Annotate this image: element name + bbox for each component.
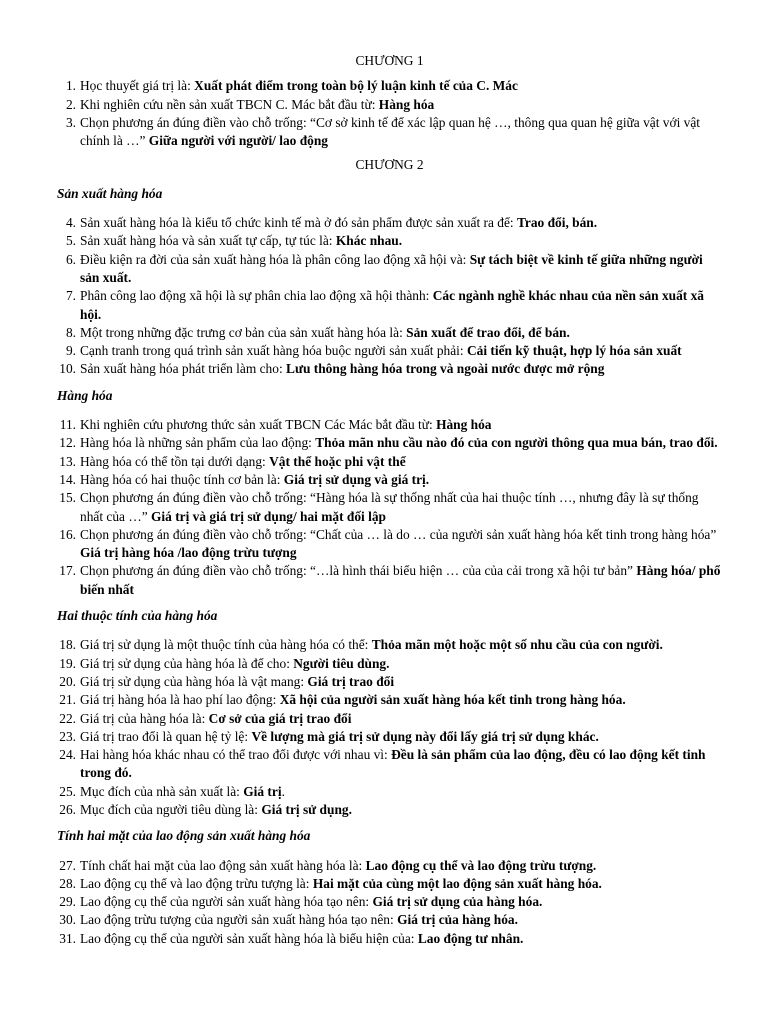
answer-text: Trao đổi, bán.	[516, 215, 598, 231]
question-text: Học thuyết giá trị là:	[80, 78, 195, 94]
trailing-punctuation: .	[281, 783, 285, 799]
question-text: Sản xuất hàng hóa và sản xuất tự cấp, tự túc là:	[80, 233, 336, 249]
list-item	[57, 636, 722, 654]
item-number: 8.	[65, 324, 76, 340]
item-number: 28.	[59, 875, 76, 891]
answer-text: Giá trị và giá trị sử dụng/ hai mặt đối lập	[151, 508, 386, 524]
list-item	[57, 893, 722, 911]
list-item	[57, 471, 722, 489]
list-item	[57, 77, 722, 95]
item-number: 30.	[59, 912, 76, 928]
question-text: Giá trị sử dụng của hàng hóa là vật mang:	[80, 673, 308, 689]
question-text: Lao động cụ thể của người sản xuất hàng hóa tạo nên:	[80, 894, 373, 910]
answer-text: Giá trị	[243, 783, 282, 799]
list-item	[57, 342, 722, 360]
section-heading: Tính hai mặt của lao động sản xuất hàng hóa	[57, 828, 311, 844]
question-text: Một trong những đặc trưng cơ bản của sản xuất hàng hóa là:	[80, 324, 407, 340]
list-item	[57, 416, 722, 434]
answer-text: Hàng hóa	[378, 96, 435, 112]
list-item	[57, 114, 722, 151]
question-text: Giá trị hàng hóa là hao phí lao động:	[80, 692, 280, 708]
list-item	[57, 232, 722, 250]
item-number: 10.	[59, 361, 76, 377]
list-item	[57, 728, 722, 746]
list-item	[57, 360, 722, 378]
question-text: Chọn phương án đúng điền vào chỗ trống: “…là hình thái biểu hiện … của của cải trong xã hội tư bản”	[80, 563, 637, 579]
item-number: 5.	[65, 233, 76, 249]
answer-text: Về lượng mà giá trị sử dụng này đổi lấy giá trị sử dụng khác.	[251, 728, 599, 744]
answer-text: Giá trị của hàng hóa.	[397, 912, 518, 928]
answer-text: Giá trị trao đổi	[307, 673, 395, 689]
list-item	[57, 96, 722, 114]
item-number: 26.	[59, 801, 76, 817]
question-text: Lao động cụ thể của người sản xuất hàng hóa là biểu hiện của:	[80, 930, 418, 946]
question-list	[57, 214, 722, 379]
answer-text: Giá trị hàng hóa /lao động trừu tượng	[80, 545, 297, 561]
section-heading: Hàng hóa	[57, 387, 113, 403]
list-item	[57, 801, 722, 819]
answer-text: Xã hội của người sản xuất hàng hóa kết tinh trong hàng hóa.	[279, 692, 626, 708]
item-number: 11.	[59, 417, 76, 433]
chapter-heading: CHƯƠNG 1	[355, 53, 424, 68]
item-number: 21.	[59, 692, 76, 708]
list-item	[57, 783, 722, 801]
question-text: Hai hàng hóa khác nhau có thể trao đổi được với nhau vì:	[80, 747, 392, 763]
list-item	[57, 562, 722, 599]
item-number: 18.	[59, 637, 76, 653]
item-number: 20.	[59, 673, 76, 689]
answer-text: Lao động tư nhân.	[417, 930, 524, 946]
question-text: Giá trị trao đổi là quan hệ tỷ lệ:	[80, 728, 252, 744]
list-item	[57, 489, 722, 526]
list-item	[57, 287, 722, 324]
answer-text: Thỏa mãn một hoặc một số nhu cầu của con người.	[371, 637, 663, 653]
item-number: 1.	[65, 78, 76, 94]
item-number: 9.	[65, 343, 76, 359]
question-text: Mục đích của người tiêu dùng là:	[80, 801, 262, 817]
question-text: Lao động cụ thể và lao động trừu tượng là:	[80, 875, 313, 891]
question-text: Giá trị của hàng hóa là:	[80, 710, 209, 726]
answer-text: Các ngành nghề khác nhau của nền sản xuất xã hội.	[80, 288, 704, 322]
question-text: Lao động trừu tượng của người sản xuất hàng hóa tạo nên:	[80, 912, 398, 928]
question-list	[57, 636, 722, 819]
answer-text: Xuất phát điểm trong toàn bộ lý luận kinh tế của C. Mác	[194, 78, 518, 94]
answer-text: Hai mặt của cùng một lao động sản xuất hàng hóa.	[312, 875, 602, 891]
question-list	[57, 416, 722, 599]
question-text: Hàng hóa có hai thuộc tính cơ bản là:	[80, 471, 284, 487]
list-item	[57, 710, 722, 728]
list-item	[57, 324, 722, 342]
item-number: 27.	[59, 857, 76, 873]
item-number: 24.	[59, 747, 76, 763]
answer-text: Giá trị sử dụng và giá trị.	[283, 471, 430, 487]
list-item	[57, 673, 722, 691]
question-text: Chọn phương án đúng điền vào chỗ trống: “Chất của … là do … của người sản xuất hàng hóa kết tinh trong hàng hóa”	[80, 526, 717, 542]
item-number: 4.	[65, 215, 76, 231]
item-number: 16.	[59, 526, 76, 542]
list-item	[57, 746, 722, 783]
section-heading: Hai thuộc tính của hàng hóa	[57, 608, 218, 624]
question-text: Sản xuất hàng hóa phát triển làm cho:	[80, 361, 287, 377]
question-text: Chọn phương án đúng điền vào chỗ trống: “Cơ sở kinh tế để xác lập quan hệ …, thông qua quan hệ giữa vật với vật chính là …”	[80, 114, 700, 149]
chapter-heading: CHƯƠNG 2	[355, 157, 424, 173]
document-content	[57, 52, 722, 954]
list-item	[57, 911, 722, 929]
item-number: 31.	[59, 930, 76, 946]
answer-text: Giá trị sử dụng.	[261, 801, 352, 817]
item-number: 15.	[59, 490, 76, 506]
question-text: Khi nghiên cứu nền sản xuất TBCN C. Mác bắt đầu từ:	[80, 96, 379, 112]
list-item	[57, 526, 722, 563]
item-number: 6.	[65, 251, 76, 267]
answer-text: Lao động cụ thể và lao động trừu tượng.	[365, 857, 597, 873]
list-item	[57, 214, 722, 232]
answer-text: Sản xuất để trao đổi, để bán.	[406, 324, 570, 340]
question-text: Mục đích của nhà sản xuất là:	[80, 783, 244, 799]
list-item	[57, 453, 722, 471]
question-text: Hàng hóa là những sản phẩm của lao động:	[80, 435, 316, 451]
item-number: 3.	[65, 114, 76, 130]
list-item	[57, 434, 722, 452]
list-item	[57, 857, 722, 875]
question-text: Cạnh tranh trong quá trình sản xuất hàng hóa buộc người sản xuất phải:	[80, 343, 467, 359]
item-number: 2.	[65, 96, 76, 112]
answer-text: Cải tiến kỹ thuật, hợp lý hóa sản xuất	[466, 343, 682, 359]
item-number: 19.	[59, 655, 76, 671]
question-text: Khi nghiên cứu phương thức sản xuất TBCN Các Mác bắt đầu từ:	[80, 417, 437, 433]
item-number: 25.	[59, 783, 76, 799]
answer-text: Hàng hóa/ phổ biến nhất	[80, 563, 721, 597]
item-number: 13.	[59, 453, 76, 469]
question-list	[57, 857, 722, 948]
answer-text: Người tiêu dùng.	[293, 655, 390, 671]
list-item	[57, 251, 722, 288]
section-heading: Sản xuất hàng hóa	[57, 185, 163, 201]
item-number: 17.	[59, 563, 76, 579]
answer-text: Vật thể hoặc phi vật thể	[269, 453, 406, 469]
item-number: 29.	[59, 894, 76, 910]
question-text: Giá trị sử dụng của hàng hóa là để cho:	[80, 655, 294, 671]
list-item	[57, 691, 722, 709]
answer-text: Sự tách biệt về kinh tế giữa những người sản xuất.	[80, 251, 703, 285]
answer-text: Lưu thông hàng hóa trong và ngoài nước được mở rộng	[286, 361, 605, 377]
list-item	[57, 655, 722, 673]
question-text: Điều kiện ra đời của sản xuất hàng hóa là phân công lao động xã hội và:	[80, 251, 470, 267]
answer-text: Giữa người với người/ lao động	[148, 133, 328, 149]
question-text: Giá trị sử dụng là một thuộc tính của hàng hóa có thể:	[80, 637, 372, 653]
item-number: 22.	[59, 710, 76, 726]
answer-text: Giá trị sử dụng của hàng hóa.	[372, 894, 543, 910]
answer-text: Đều là sản phẩm của lao động, đều có lao động kết tinh trong đó.	[80, 747, 706, 781]
question-list	[57, 77, 722, 150]
answer-text: Thỏa mãn nhu cầu nào đó của con người thông qua mua bán, trao đổi.	[315, 435, 718, 451]
item-number: 14.	[59, 471, 76, 487]
answer-text: Cơ sở của giá trị trao đổi	[208, 710, 352, 726]
answer-text: Hàng hóa	[436, 417, 492, 433]
answer-text: Khác nhau.	[335, 233, 403, 249]
list-item	[57, 930, 722, 948]
item-number: 23.	[59, 728, 76, 744]
list-item	[57, 875, 722, 893]
question-text: Sản xuất hàng hóa là kiểu tổ chức kinh tế mà ở đó sản phẩm được sản xuất ra để:	[80, 215, 517, 231]
item-number: 12.	[59, 435, 76, 451]
question-text: Tính chất hai mặt của lao động sản xuất hàng hóa là:	[80, 857, 366, 873]
question-text: Chọn phương án đúng điền vào chỗ trống: “Hàng hóa là sự thống nhất của hai thuộc tính …, nhưng đây là sự thống nhất của …”	[80, 490, 699, 524]
question-text: Phân công lao động xã hội là sự phân chia lao động xã hội thành:	[80, 288, 433, 304]
item-number: 7.	[65, 288, 76, 304]
question-text: Hàng hóa có thể tồn tại dưới dạng:	[80, 453, 270, 469]
